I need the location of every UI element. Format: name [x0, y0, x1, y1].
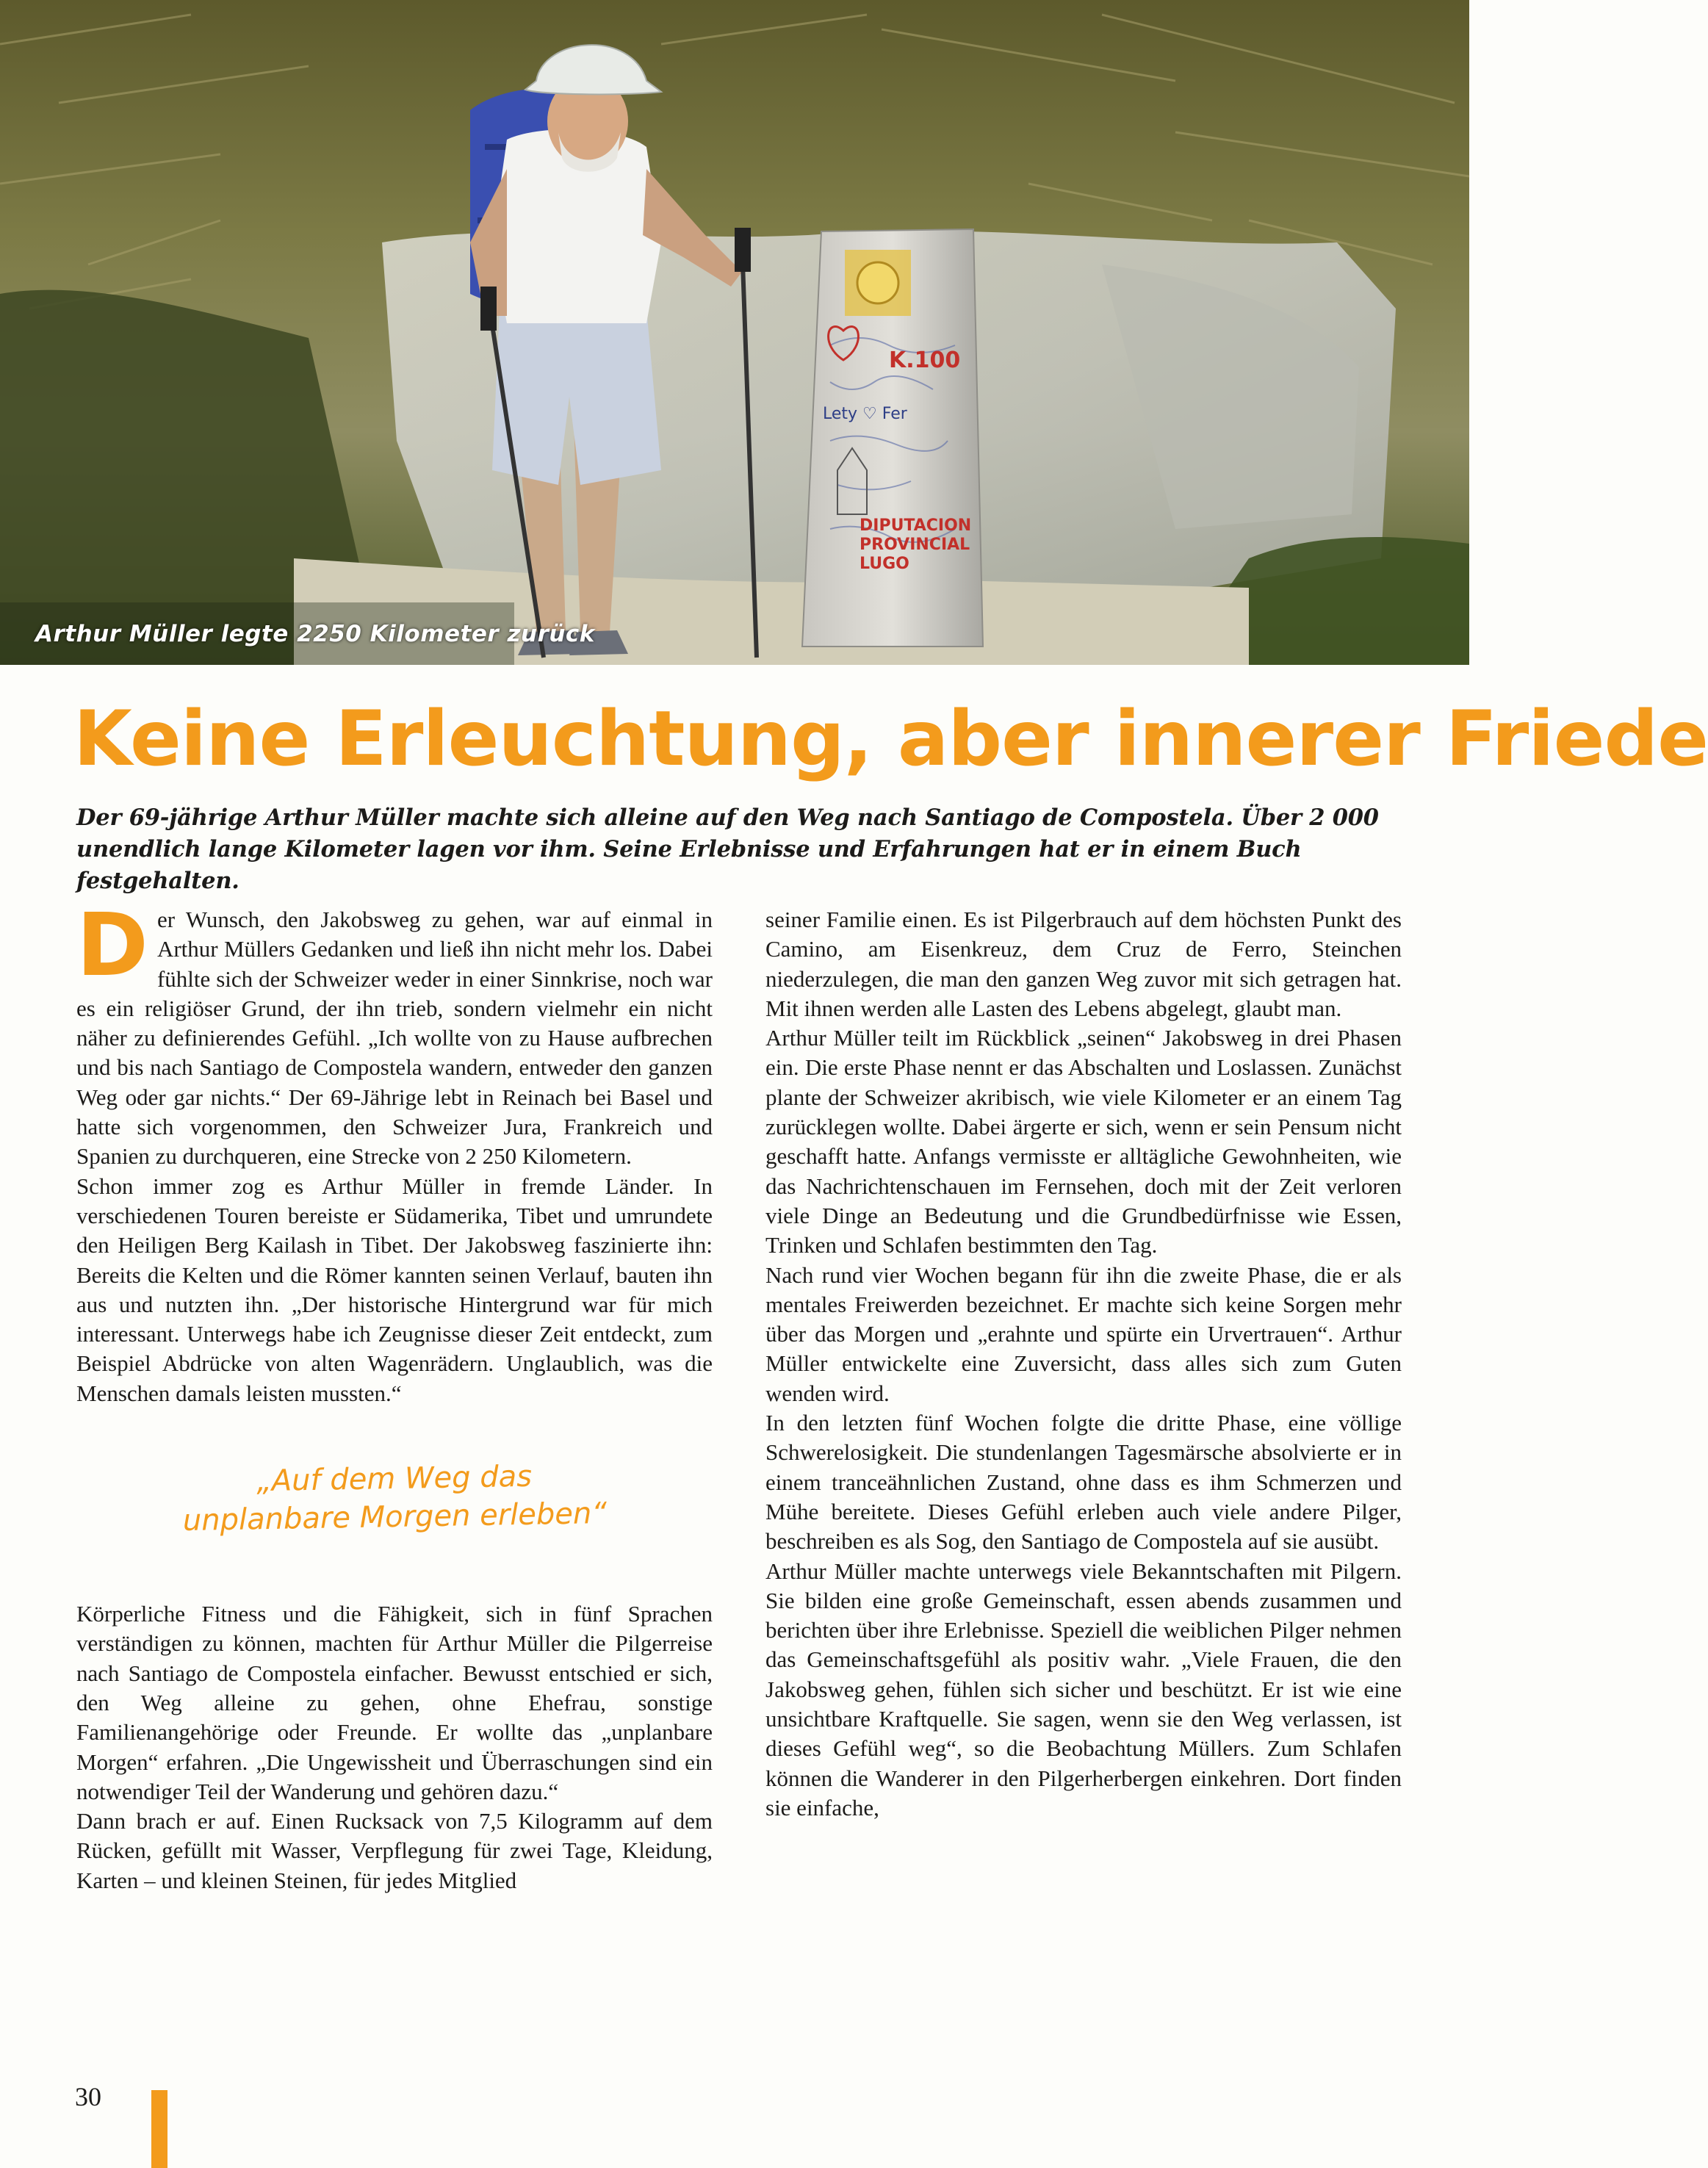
paragraph: In den letzten fünf Wochen folgte die dritte Phase, eine völlige Schwerelosigkeit. Die stundenlangen Tagesmärsche absolvierte er in einem tranceähnlichen Zustand, ohne dass es ihm Schmerzen und Mühe bereitete. Dieses Gefühl erleben auch viele andere Pilger, beschreiben es als Sog, den Santiago de Compostela auf sie ausübt.	[765, 1410, 1402, 1555]
milestone-line2: DIPUTACION	[860, 516, 972, 535]
hero-photo	[0, 0, 1469, 665]
milestone-image	[802, 229, 983, 647]
pull-quote	[76, 1454, 713, 1541]
paragraph: Nach rund vier Wochen begann für ihn die zweite Phase, die er als mentales Freiwerden bezeichnet. Er machte sich keine Sorgen mehr über das Morgen und „erahnte und spürte ein Urvertrauen“. Arthur Müller entwickelte eine Zuversicht, dass alles sich zum Guten wenden wird.	[765, 1261, 1402, 1406]
milestone-k100: K.100	[889, 347, 961, 373]
pull-quote-line: „Auf dem Weg das	[256, 1459, 533, 1499]
article-lead: Der 69-jährige Arthur Müller machte sich alleine auf den Weg nach Santiago de Compostela. Über 2 000 unendlich lange Kilometer lagen vor ihm. Seine Erlebnisse und Erfahrungen hat er in einem Buch festgehalten.	[76, 804, 1379, 894]
paragraph: Körperliche Fitness und die Fähigkeit, sich in fünf Sprachen verständigen zu können, machten für Arthur Müller die Pilgerreise nach Santiago de Compostela einfacher. Bewusst entschied er sich, den Weg alleine zu gehen, ohne Ehefrau, sonstige Familienangehörige oder Freunde. Er wollte das „unplanbare Morgen“ erfahren. „Die Ungewissheit und Überraschungen sind ein notwendiger Teil der Wanderung und gehören dazu.“	[76, 1601, 713, 1804]
page-number: 30	[75, 2082, 101, 2111]
drop-cap: D	[76, 894, 148, 995]
column-right	[765, 905, 1402, 1823]
photo-caption: Arthur Müller legte 2250 Kilometer zurück	[35, 621, 595, 647]
milestone-scribble: Lety ♡ Fer	[823, 405, 907, 423]
column-left	[76, 894, 713, 1895]
paragraph: Arthur Müller teilt im Rückblick „seinen“ Jakobsweg in drei Phasen ein. Die erste Phase nennt er das Abschalten und Loslassen. Zunächst plante der Schweizer akribisch, wie viele Kilometer er an einem Tag zurücklegen wollte. Dabei ärgerte er sich, wenn er sein Pensum nicht geschafft hatte. Anfangs vermisste er alltägliche Gewohnheiten, wie das Nachrichtenschauen im Fernsehen, doch mit der Zeit verloren viele Dinge an Bedeutung und die Grundbedürfnisse wie Essen, Trinken und Schlafen bestimmten den Tag.	[765, 1025, 1402, 1258]
milestone-line4: LUGO	[860, 555, 909, 573]
article-headline: Keine Erleuchtung, aber innerer Friede	[73, 695, 1708, 783]
paragraph: er Wunsch, den Jakobsweg zu gehen, war auf einmal in Arthur Müllers Gedanken und ließ ihn nicht mehr los. Dabei fühlte sich der Schweizer weder in einer Sinnkrise, noch war es ein religiöser Grund, der ihn trieb, sondern vielmehr ein nicht näher zu definierendes Gefühl. „Ich wollte von zu Hause aufbrechen und bis nach Santiago de Compostela wandern, entweder den ganzen Weg oder gar nichts.“ Der 69-Jährige lebt in Reinach bei Basel und hatte sich vorgenommen, den Schweizer Jura, Frankreich und Spanien zu durchqueren, eine Strecke von 2 250 Kilometern.	[76, 907, 713, 1170]
paragraph: Schon immer zog es Arthur Müller in fremde Länder. In verschiedenen Touren bereiste er Südamerika, Tibet und umrundete den Heiligen Berg Kailash in Tibet. Der Jakobsweg faszinierte ihn: Bereits die Kelten und die Römer kannten seinen Verlauf, bauten ihn aus und nutzten ihn. „Der historische Hintergrund war für mich interessant. Unterwegs habe ich Zeugnisse dieser Zeit entdeckt, zum Beispiel Abdrücke von alten Wagenrädern. Unglaublich, was die Menschen damals leisten mussten.“	[76, 1173, 713, 1406]
paragraph: Dann brach er auf. Einen Rucksack von 7,5 Kilogramm auf dem Rücken, gefüllt mit Wasser, Verpflegung für zwei Tage, Kleidung, Karten – und kleinen Steinen, für jedes Mitglied	[76, 1808, 713, 1893]
accent-bar	[151, 2090, 167, 2168]
paragraph: Arthur Müller machte unterwegs viele Bekanntschaften mit Pilgern. Sie bilden eine große Gemeinschaft, essen abends zusammen und berichten über ihre Erlebnisse. Speziell die weiblichen Pilger nehmen das Gemeinschaftsgefühl als positiv wahr. „Viele Frauen, die den Jakobsweg gehen, fühlen sich sicher und beschützt. Er ist wie eine unsichtbare Kraftquelle. Sie sagen, wenn sie den Weg verlassen, ist dieses Gefühl weg“, so die Beobachtung Müllers. Zum Schlafen können die Wanderer in den Pilgerherbergen einkehren. Dort finden sie einfache,	[765, 1557, 1402, 1821]
pull-quote-line: unplanbare Morgen erleben“	[182, 1497, 608, 1538]
milestone-line3: PROVINCIAL	[860, 536, 970, 554]
paragraph: seiner Familie einen. Es ist Pilgerbrauch auf dem höchsten Punkt des Camino, am Eisenkreuz, dem Cruz de Ferro, Steinchen niederzulegen, die man den ganzen Weg zuvor mit sich getragen hat. Mit ihnen werden alle Lasten des Lebens abgelegt, glaubt man.	[765, 907, 1402, 1021]
